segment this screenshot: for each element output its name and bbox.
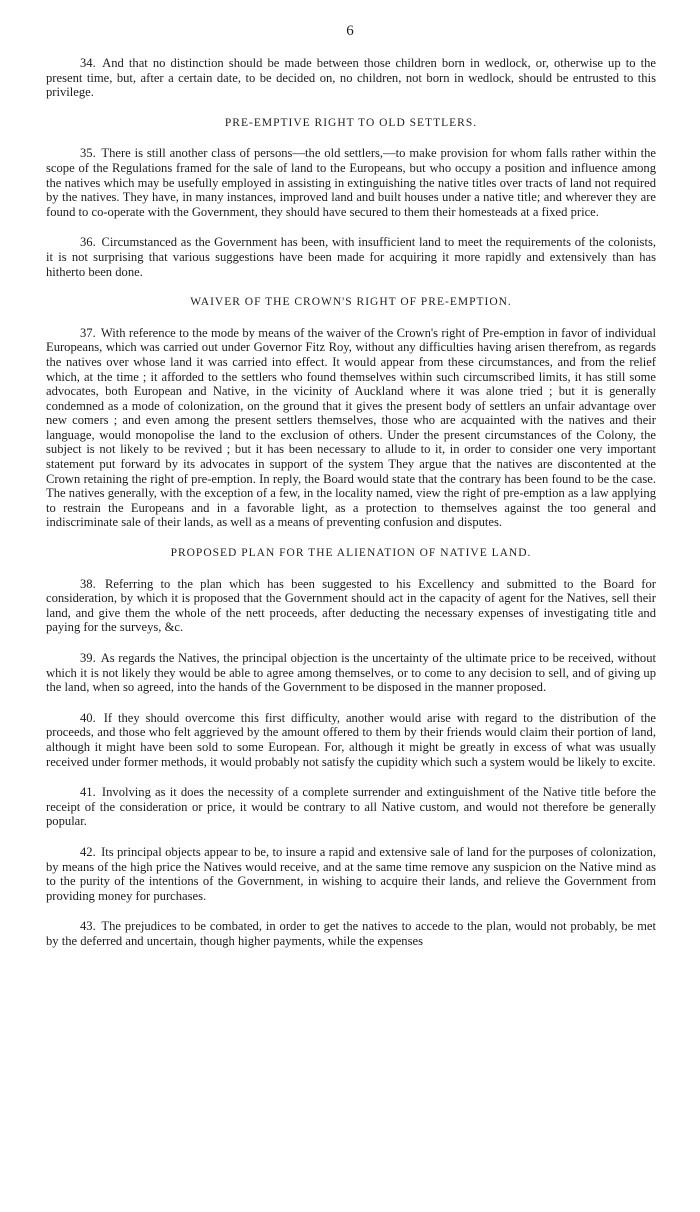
paragraph (46, 235, 656, 279)
paragraph-number: 35. (80, 146, 96, 161)
paragraph-number: 43. (80, 919, 96, 934)
paragraph-text: The prejudices to be combated, in order to get the natives to accede to the plan, would not probably, be met by the deferred and uncertain, though higher payments, while the expenses (46, 919, 657, 948)
paragraph (46, 711, 656, 769)
paragraph-number: 42. (80, 844, 96, 859)
paragraph-text: Involving as it does the necessity of a complete surrender and extinguishment of the Native title before the receipt of the consideration or price, it would be contrary to all Native custom, and would not therefore be generally popular. (46, 785, 656, 829)
paragraph-number: 39. (80, 651, 96, 665)
paragraph-text: There is still another class of persons—the old settlers,—to make provision for whom falls rather within the scope of the Regulations framed for the sale of land to the Europeans, but who occupy a position and influence among the natives which may be usefully employed in assisting in extinguishing the native titles over tracts of land not required by the natives. They have, in many instances, improved land and built houses under a native title; and wherever they are found to co-operate with the Government, they should have secured to them their homesteads at a fixed price. (46, 146, 656, 219)
page-number: 6 (346, 23, 354, 39)
paragraph (46, 785, 656, 829)
paragraph-text: Circumstanced as the Government has been, with insufficient land to meet the requirements of the colonists, it is not surprising that various suggestions have been made for acquiring it more rapidly and extensively than has hitherto been done. (46, 235, 657, 279)
section-heading: PROPOSED PLAN FOR THE ALIENATION OF NATIVE LAND. (170, 547, 532, 560)
paragraph (46, 845, 656, 903)
paragraph (46, 651, 656, 695)
paragraph-number: 36. (80, 235, 96, 250)
paragraph-number: 40. (80, 710, 96, 725)
paragraph-text: If they should overcome this first difficulty, another would arise with regard to the distribution of the proceeds, and those who felt aggrieved by the amount offered to them by their friends would claim their portion of land, although it might have been sold to some European. For, although it might be greatly in excess of what was usually received under former methods, it would probably not satisfy the cupidity which such a system would be likely to excite. (46, 710, 656, 769)
section-heading: WAIVER OF THE CROWN'S RIGHT OF PRE-EMPTION. (190, 296, 512, 309)
paragraph-number: 34. (80, 56, 96, 70)
paragraph-text: As regards the Natives, the principal objection is the uncertainty of the ultimate price to be received, without which it is not likely they would be able to agree among themselves, or to come to any decision to sell, and of giving up the land, when so agreed, into the hands of the Government to be disposed in the manner proposed. (46, 651, 656, 695)
paragraph-text: Referring to the plan which has been suggested to his Excellency and submitted to the Board for consideration, by which it is proposed that the Government should act in the capacity of agent for the Natives, sell their land, and give them the whole of the nett proceeds, after deducting the necessary expenses of investigating title and paying for the surveys, &c. (46, 576, 656, 635)
paragraph (46, 326, 656, 530)
paragraph-text: Its principal objects appear to be, to insure a rapid and extensive sale of land for the purposes of colonization, by means of the high price the Natives would receive, and at the same time remove any suspicion on the Native mind as to the purity of the intentions of the Government, in wishing to acquire their lands, and relieve the Government from providing money for purchases. (46, 844, 656, 903)
paragraph (46, 146, 656, 219)
paragraph (46, 56, 656, 100)
paragraph-text: With reference to the mode by means of the waiver of the Crown's right of Pre-emption in favor of individual Europeans, which was carried out under Governor Fitz Roy, without any difficulties having arisen therefrom, as regards the natives over whose land it was carried into effect. It would appear from these circumstances, and from the relief which, at the time ; it afforded to the settlers who found themselves within such circumscribed limits, it has still some advocates, both European and Native, in the vicinity of Auckland where it was alone tried ; but it is generally condemned as a mode of colonization, on the ground that it gives the present body of settlers an unfair advantage over new comers ; and even among the present settlers themselves, those who are acquainted with the natives and their language, would monopolise the land to the exclusion of others. Under the present circumstances of the Colony, the subject is not likely to be revived ; but it has been necessary to allude to it, in order to consider one very important statement put forward by its advocates in support of the system They argue that the natives are discontented at the Crown retaining the right of pre-emption. In reply, the Board would state that the contrary has been found to be the case. The natives generally, with the exception of a few, in the locality named, view the right of pre-emption as a law applying to restrain the Europeans and in a favorable light, as a protection to themselves against the too general and indiscriminate sale of their lands, as well as a means of preventing confusion and disputes. (46, 325, 657, 530)
paragraph-number: 41. (80, 785, 96, 800)
document-body (46, 56, 656, 949)
paragraph-number: 38. (80, 576, 96, 591)
paragraph-text: And that no distinction should be made between those children born in wedlock, or, otherwise up to the present time, but, after a certain date, to be decided on, no children, not born in wedlock, should be entrusted to this privilege. (46, 56, 656, 100)
paragraph (46, 577, 656, 635)
section-heading: PRE-EMPTIVE RIGHT TO OLD SETTLERS. (224, 116, 478, 129)
paragraph (46, 919, 656, 948)
paragraph-number: 37. (80, 325, 96, 340)
